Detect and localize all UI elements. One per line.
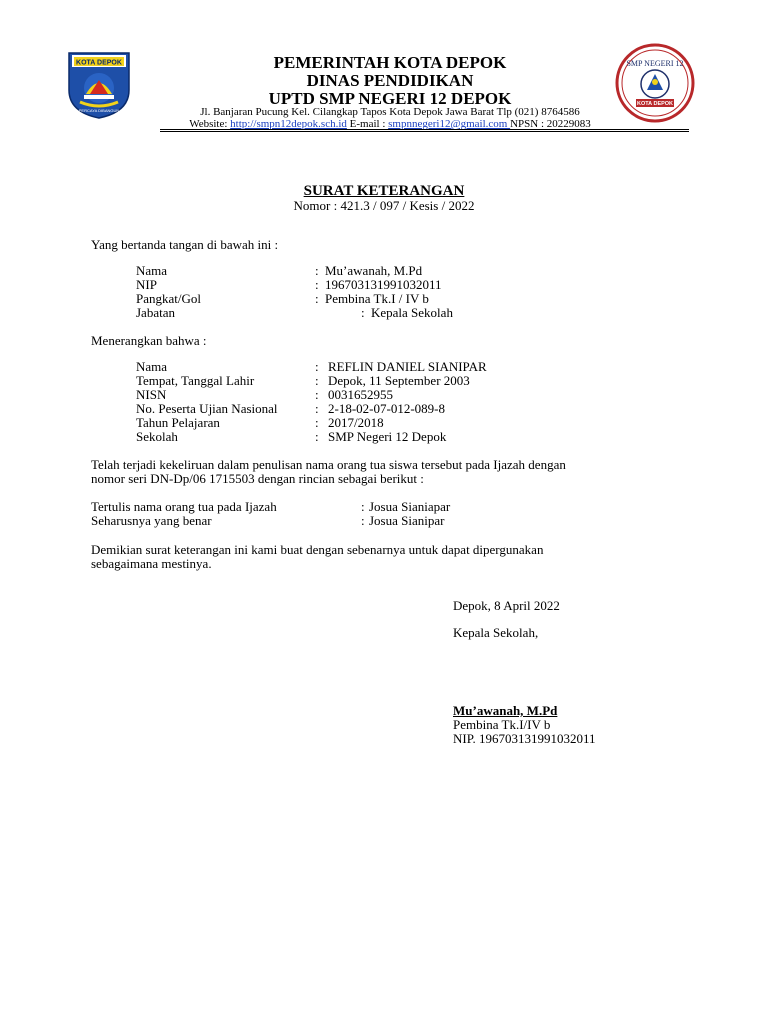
student-name-label: Nama	[136, 359, 168, 374]
signer-nip-sep: :	[315, 277, 319, 292]
header-department: DINAS PENDIDIKAN	[306, 71, 474, 90]
signer-rank-sep: :	[315, 291, 319, 306]
correct-name-label: Seharusnya yang benar	[91, 513, 212, 528]
email-link[interactable]: smpnnegeri12@gmail.com	[388, 118, 511, 130]
student-year-sep: :	[315, 415, 319, 430]
student-birth-value: Depok, 11 September 2003	[328, 373, 470, 388]
correct-name-value: Josua Sianipar	[369, 513, 445, 528]
svg-text:KOTA DEPOK: KOTA DEPOK	[76, 59, 122, 67]
header-divider-bottom	[160, 131, 689, 132]
student-exam-sep: :	[315, 401, 319, 416]
student-nisn-value: 0031652955	[328, 387, 393, 402]
kota-depok-logo	[66, 50, 132, 120]
signer-name-label: Nama	[136, 263, 168, 278]
student-school-sep: :	[315, 429, 319, 444]
svg-text:KOTA DEPOK: KOTA DEPOK	[636, 101, 674, 107]
correct-name-sep: :	[361, 513, 365, 528]
student-exam-value: 2-18-02-07-012-089-8	[328, 401, 445, 416]
student-birth-label: Tempat, Tanggal Lahir	[136, 373, 255, 388]
closing-line-1: Demikian surat keterangan ini kami buat dengan sebenarnya untuk dapat dipergunakan	[91, 542, 544, 557]
signer-rank-label: Pangkat/Gol	[136, 291, 201, 306]
letter-title: SURAT KETERANGAN	[303, 183, 465, 199]
student-nisn-label: NISN	[136, 387, 167, 402]
website-link[interactable]: http://smpn12depok.sch.id	[230, 118, 347, 130]
signature-rank: Pembina Tk.I/IV b	[453, 717, 551, 732]
signer-nip-label: NIP	[136, 277, 157, 292]
npsn-text: NPSN : 20229083	[510, 118, 591, 130]
student-school-value: SMP Negeri 12 Depok	[328, 429, 447, 444]
svg-text:PERCAYA DIBANGUN: PERCAYA DIBANGUN	[78, 108, 120, 113]
error-paragraph-line-1: Telah terjadi kekeliruan dalam penulisan nama orang tua siswa tersebut pada Ijazah dengan	[91, 457, 566, 472]
student-year-label: Tahun Pelajaran	[136, 415, 220, 430]
written-name-value: Josua Sianiapar	[369, 499, 451, 514]
student-exam-label: No. Peserta Ujian Nasional	[136, 401, 278, 416]
written-name-label: Tertulis nama orang tua pada Ijazah	[91, 499, 277, 514]
signer-nip-value: 196703131991032011	[325, 277, 442, 292]
student-birth-sep: :	[315, 373, 319, 388]
signer-name-value: Mu’awanah, M.Pd	[325, 263, 423, 278]
signature-nip: NIP. 196703131991032011	[453, 731, 596, 746]
student-school-label: Sekolah	[136, 429, 178, 444]
student-name-sep: :	[315, 359, 319, 374]
intro-text: Yang bertanda tangan di bawah ini :	[91, 237, 279, 252]
student-name-value: REFLIN DANIEL SIANIPAR	[328, 359, 487, 374]
website-label: Website:	[189, 118, 231, 130]
email-label: E-mail :	[346, 118, 389, 130]
header-school: UPTD SMP NEGERI 12 DEPOK	[268, 89, 512, 108]
signer-rank-value: Pembina Tk.I / IV b	[325, 291, 429, 306]
student-nisn-sep: :	[315, 387, 319, 402]
declares-text: Menerangkan bahwa :	[91, 333, 207, 348]
header-divider-top	[160, 129, 689, 130]
signer-position-sep: :	[361, 305, 365, 320]
letter-number: Nomor : 421.3 / 097 / Kesis / 2022	[293, 198, 475, 213]
closing-line-2: sebagaimana mestinya.	[91, 556, 212, 571]
signer-position-value: Kepala Sekolah	[371, 305, 453, 320]
student-year-value: 2017/2018	[328, 415, 384, 430]
signer-position-label: Jabatan	[136, 305, 175, 320]
signature-name: Mu’awanah, M.Pd	[453, 703, 558, 718]
error-paragraph-line-2: nomor seri DN-Dp/06 1715503 dengan rincian sebagai berikut :	[91, 471, 424, 486]
header-address: Jl. Banjaran Pucung Kel. Cilangkap Tapos Kota Depok Jawa Barat Tlp (021) 8764586	[200, 106, 580, 118]
place-date: Depok, 8 April 2022	[453, 598, 560, 613]
signer-name-sep: :	[315, 263, 319, 278]
svg-text:SMP NEGERI 12: SMP NEGERI 12	[626, 59, 684, 68]
header-government: PEMERINTAH KOTA DEPOK	[273, 53, 507, 72]
signer-position-title: Kepala Sekolah,	[453, 625, 539, 640]
written-name-sep: :	[361, 499, 365, 514]
